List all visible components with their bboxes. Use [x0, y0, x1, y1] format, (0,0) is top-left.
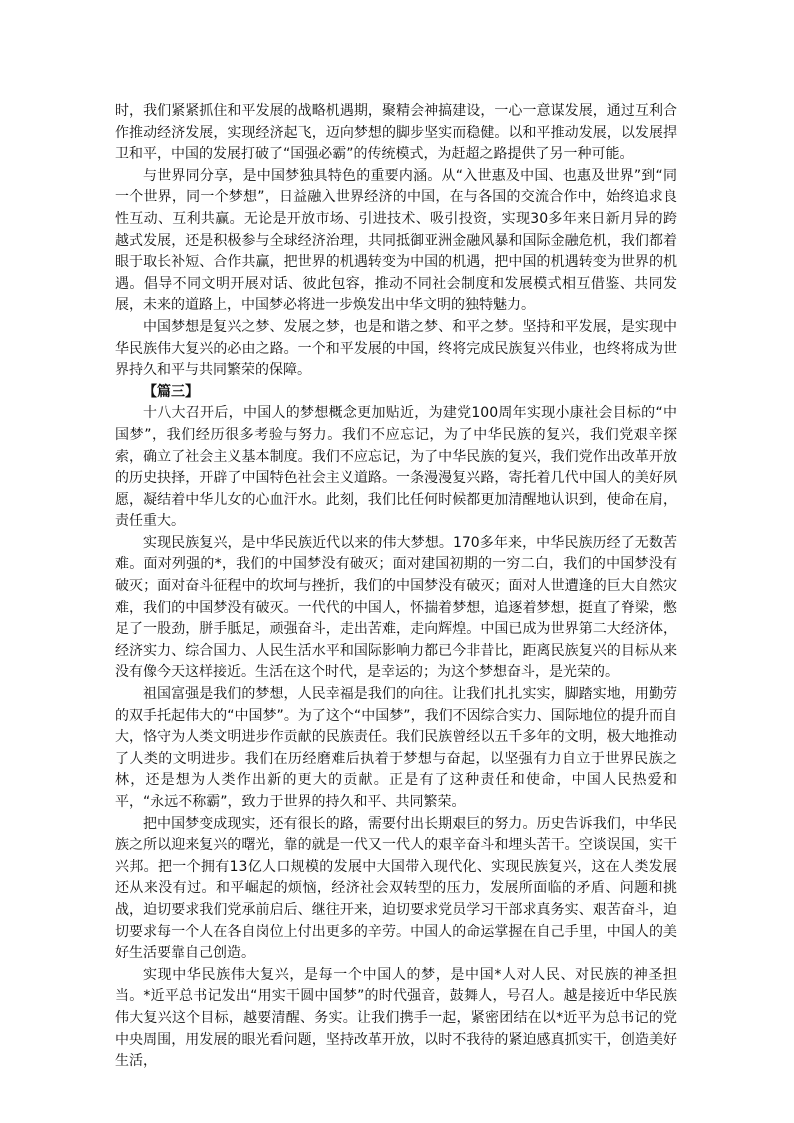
- paragraph-dream-of-revival: 中国梦想是复兴之梦、发展之梦，也是和谐之梦、和平之梦。坚持和平发展，是实现中华民族伟大复兴的必由之路。一个和平发展的中国，终将完成民族复兴伟业，也终将成为世界持久和平与共同繁荣的保障。: [115, 318, 677, 379]
- paragraph-make-reality: 把中国梦变成现实，还有很长的路，需要付出长期艰巨的努力。历史告诉我们，中华民族之所以迎来复兴的曙光，靠的就是一代又一代人的艰辛奋斗和埋头苦干。空谈误国，实干兴邦。把一个拥有13亿人口规模的发展中大国带入现代化、实现民族复兴，这在人类发展还从来没有过。和平崛起的烦恼，经济社会双转型的压力，发展所面临的矛盾、问题和挑战，迫切要求我们党承前启后、继往开来，迫切要求党员学习干部求真务实、艰苦奋斗，迫切要求每一个人在各自岗位上付出更多的辛劳。中国人的命运掌握在自己手里，中国人的美好生活要靠自己创造。: [115, 815, 677, 962]
- paragraph-peace-development: 时，我们紧紧抓住和平发展的战略机遇期，聚精会神搞建设，一心一意谋发展，通过互利合作推动经济发展，实现经济起飞，迈向梦想的脚步坚实而稳健。以和平推动发展，以发展捍卫和平，中国的发展打破了“国强必霸”的传统模式，为赶超之路提供了另一种可能。: [115, 103, 677, 163]
- document-page: [115, 101, 677, 1073]
- paragraph-national-rejuvenation: 实现民族复兴，是中华民族近代以来的伟大梦想。170多年来，中华民族历经了无数苦难。面对列强的*，我们的中国梦没有破灭；面对建国初期的一穷二白，我们的中国梦没有破灭；面对奋斗征程中的坎坷与挫折，我们的中国梦没有破灭；面对人世遭逢的巨大自然灾难，我们的中国梦没有破灭。一代代的中国人，怀揣着梦想，追逐着梦想，挺直了脊梁，憋足了一股劲，胼手胝足，顽强奋斗，走出苦难，走向辉煌。中国已成为世界第二大经济体，经济实力、综合国力、人民生活水平和国际影响力都已今非昔比，距离民族复兴的目标从来没有像今天这样接近。生活在这个时代，是幸运的；为这个梦想奋斗，是光荣的。: [115, 534, 677, 681]
- section-heading: 【篇三】: [143, 383, 199, 400]
- paragraph-eighteenth-congress: 十八大召开后，中国人的梦想概念更加贴近，为建党100周年实现小康社会目标的“中国梦”，我们经历很多考验与努力。我们不应忘记，为了中华民族的复兴，我们党艰辛探索，确立了社会主义基本制度。我们不应忘记，为了中华民族的复兴，我们党作出改革开放的历史抉择，开辟了中国特色社会主义道路。一条漫漫复兴路，寄托着几代中国人的美好夙愿，凝结着中华儿女的心血汗水。此刻，我们比任何时候都更加清醒地认识到，使命在肩，责任重大。: [115, 405, 677, 530]
- paragraph-prosperity: 祖国富强是我们的梦想，人民幸福是我们的向往。让我们扎扎实实，脚踏实地，用勤劳的双手托起伟大的“中国梦”。为了这个“中国梦”，我们不因综合实力、国际地位的提升而自大，恪守为人类文明进步作贡献的民族责任。我们民族曾经以五千多年的文明，极大地推动了人类的文明进步。我们在历经磨难后执着于梦想与奋起，以坚强有力自立于世界民族之林，还是想为人类作出新的更大的贡献。正是有了这种责任和使命，中国人民热爱和平，“永远不称霸”，致力于世界的持久和平、共同繁荣。: [115, 686, 677, 810]
- paragraph-share-with-world: 与世界同分享，是中国梦独具特色的重要内涵。从“入世惠及中国、也惠及世界”到“同一个世界，同一个梦想”，日益融入世界经济的中国，在与各国的交流合作中，始终追求良性互动、互利共赢。无论是开放市场、引进技术、吸引投资，实现30多年来日新月异的跨越式发展，还是积极参与全球经济治理，共同抵御亚洲金融风暴和国际金融危机，我们都着眼于取长补短、合作共赢，把世界的机遇转变为中国的机遇，把中国的机遇转变为世界的机遇。倡导不同文明开展对话、彼此包容，推动不同社会制度和发展模式相互借鉴、共同发展，未来的道路上，中国梦必将进一步焕发出中华文明的独特魅力。: [115, 167, 677, 314]
- paragraph-every-chinese-dream: 实现中华民族伟大复兴，是每一个中国人的梦，是中国*人对人民、对民族的神圣担当。*近平总书记发出“用实干圆中国梦”的时代强音，鼓舞人，号召人。越是接近中华民族伟大复兴这个目标，越要清醒、务实。让我们携手一起，紧密团结在以*近平为总书记的党中央周围，用发展的眼光看问题，坚持改革开放，以时不我待的紧迫感真抓实干，创造美好生活，: [115, 966, 677, 1070]
